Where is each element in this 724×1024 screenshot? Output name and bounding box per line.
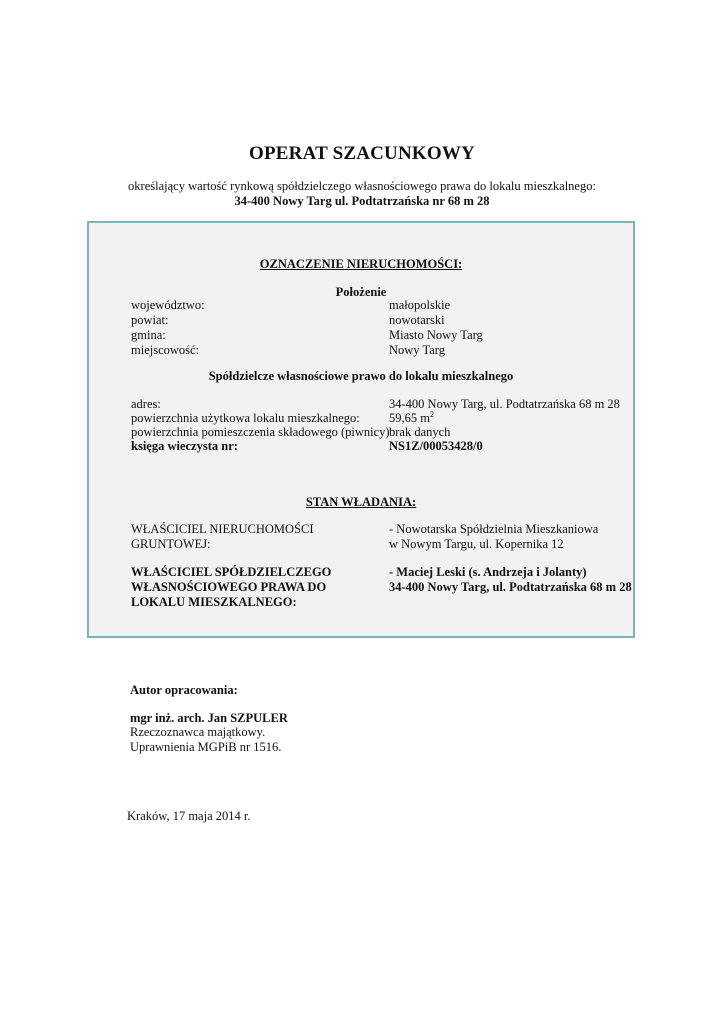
right-owner-label-line3: LOKALU MIESZKALNEGO: [131, 595, 297, 609]
right-type-heading: Spółdzielcze własnościowe prawo do lokalu mieszkalnego [208, 369, 514, 383]
location-label-commune: gmina: [131, 328, 166, 342]
area-label: powierzchnia użytkowa lokalu mieszkalnego: [131, 411, 360, 425]
ownership-heading-text: STAN WŁADANIA [305, 495, 412, 509]
location-heading: Położenie [335, 285, 387, 299]
address-label: adres: [131, 397, 161, 411]
right-owner-value-line2: 34-400 Nowy Targ, ul. Podtatrzańska 68 m 28 [389, 580, 632, 594]
area-unit-exponent: 2 [429, 409, 434, 419]
location-value-county: nowotarski [389, 313, 445, 327]
right-owner-value-line1: - Maciej Leski (s. Andrzeja i Jolanty) [389, 565, 587, 579]
land-owner-label-line2: GRUNTOWEJ: [131, 537, 211, 551]
author-role: Rzeczoznawca majątkowy. [130, 725, 266, 739]
ownership-heading [89, 495, 633, 510]
ownership-heading-colon: : [411, 495, 417, 509]
location-label-county: powiat: [131, 313, 169, 327]
location-value-voivodeship: małopolskie [389, 298, 451, 312]
land-owner-value-line1: - Nowotarska Spółdzielnia Mieszkaniowa [389, 522, 599, 536]
location-value-commune: Miasto Nowy Targ [389, 328, 483, 342]
location-value-town: Nowy Targ [389, 343, 445, 357]
author-name: mgr inż. arch. Jan SZPULER [130, 711, 288, 725]
property-panel [87, 221, 635, 638]
area-value [389, 411, 434, 426]
land-owner-label-line1: WŁAŚCICIEL NIERUCHOMOŚCI [131, 522, 314, 536]
document-subtitle: określający wartość rynkową spółdzielczego własnościowego prawa do lokalu mieszkalnego: [128, 179, 596, 193]
location-label-town: miejscowość: [131, 343, 200, 357]
land-owner-value-line2: w Nowym Targu, ul. Kopernika 12 [389, 537, 564, 551]
author-license: Uprawnienia MGPiB nr 1516. [130, 740, 282, 754]
property-heading: OZNACZENIE NIERUCHOMOŚCI: [259, 257, 463, 271]
land-register-label: księga wieczysta nr: [131, 439, 238, 453]
document-title: OPERAT SZACUNKOWY [249, 143, 475, 164]
storage-label: powierzchnia pomieszczenia składowego (piwnicy) [131, 425, 390, 439]
address-value: 34-400 Nowy Targ, ul. Podtatrzańska 68 m 28 [389, 397, 620, 411]
right-owner-label-line2: WŁASNOŚCIOWEGO PRAWA DO [131, 580, 327, 594]
author-heading: Autor opracowania: [130, 683, 238, 697]
land-register-value: NS1Z/00053428/0 [389, 439, 483, 453]
right-owner-label-line1: WŁAŚCICIEL SPÓŁDZIELCZEGO [131, 565, 332, 579]
area-number: 59,65 m [389, 411, 430, 425]
location-label-voivodeship: województwo: [131, 298, 205, 312]
document-address: 34-400 Nowy Targ ul. Podtatrzańska nr 68 m 28 [234, 194, 490, 208]
place-and-date: Kraków, 17 maja 2014 r. [127, 809, 251, 823]
storage-value: brak danych [389, 425, 451, 439]
